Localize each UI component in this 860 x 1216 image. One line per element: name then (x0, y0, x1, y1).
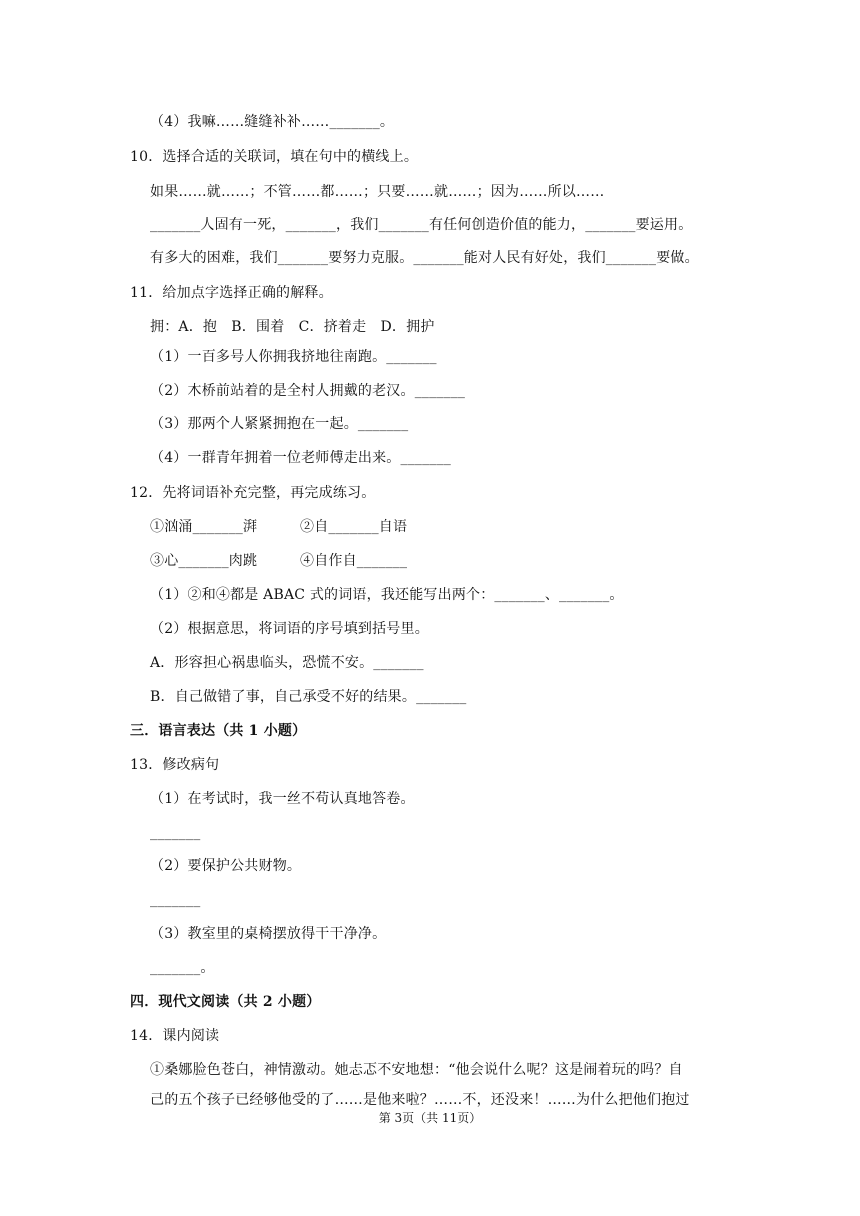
q12-word-1: ①汹涌_______湃 (150, 519, 258, 535)
section-4-heading: 四．现代文阅读（共 2 小题） (130, 994, 321, 1010)
q12-sub-2: （2）根据意思，将词语的序号填到括号里。 (150, 621, 429, 637)
q11-stem: 11．给加点字选择正确的解释。 (130, 285, 333, 301)
q11-item-3: （3）那两个人紧紧拥抱在一起。_______ (150, 416, 409, 432)
q11-item-1: （1）一百多号人你拥我挤地往南跑。_______ (150, 349, 437, 365)
q11-choices: 拥：A．抱 B．围着 C．挤着走 D．拥护 (150, 319, 435, 335)
q14-paragraph-line-2: 己的五个孩子已经够他受的了……是他来啦？……不，还没来！……为什么把他们抱过 (150, 1092, 690, 1108)
q10-line-1: _______人固有一死，_______，我们_______有任何创造价值的能力，_______要运用。 (150, 217, 693, 233)
q12-word-3: ③心_______肉跳 (150, 553, 258, 569)
q12-word-2: ②自_______自语 (300, 519, 408, 535)
q12-sub-a: A．形容担心祸患临头，恐慌不安。_______ (150, 655, 424, 671)
q13-item-2: （2）要保护公共财物。 (150, 858, 302, 874)
q12-sub-1: （1）②和④都是 ABAC 式的词语，我还能写出两个：_______、_______。 (150, 587, 624, 603)
page-footer: 第 3页（共 11页） (378, 1111, 482, 1125)
q9-item-4: （4）我嘛……缝缝补补……_______。 (150, 114, 395, 130)
q11-item-2: （2）木桥前站着的是全村人拥戴的老汉。_______ (150, 383, 466, 399)
q12-stem: 12．先将词语补充完整，再完成练习。 (130, 485, 376, 501)
q10-options: 如果……就……；不管……都……；只要……就……；因为……所以…… (150, 184, 605, 200)
q11-item-4: （4）一群青年拥着一位老师傅走出来。_______ (150, 450, 451, 466)
q13-item-1: （1）在考试时，我一丝不苟认真地答卷。 (150, 791, 415, 807)
q14-stem: 14．课内阅读 (130, 1028, 220, 1044)
q14-paragraph-line-1: ①桑娜脸色苍白，神情激动。她忐忑不安地想：“他会说什么呢？这是闹着玩的吗？自 (150, 1062, 683, 1078)
q13-answer-3: _______。 (150, 960, 215, 976)
q10-stem: 10．选择合适的关联词，填在句中的横线上。 (130, 149, 419, 165)
q10-line-2: 有多大的困难，我们_______要努力克服。_______能对人民有好处，我们_______要做。 (150, 250, 699, 266)
q12-sub-b: B．自己做错了事，自己承受不好的结果。_______ (150, 689, 467, 705)
q12-word-4: ④自作自_______ (300, 553, 408, 569)
section-3-heading: 三．语言表达（共 1 小题） (130, 723, 307, 739)
q13-answer-2: _______ (150, 892, 201, 908)
q13-stem: 13．修改病句 (130, 757, 220, 773)
q13-answer-1: _______ (150, 825, 201, 841)
q13-item-3: （3）教室里的桌椅摆放得干干净净。 (150, 926, 387, 942)
